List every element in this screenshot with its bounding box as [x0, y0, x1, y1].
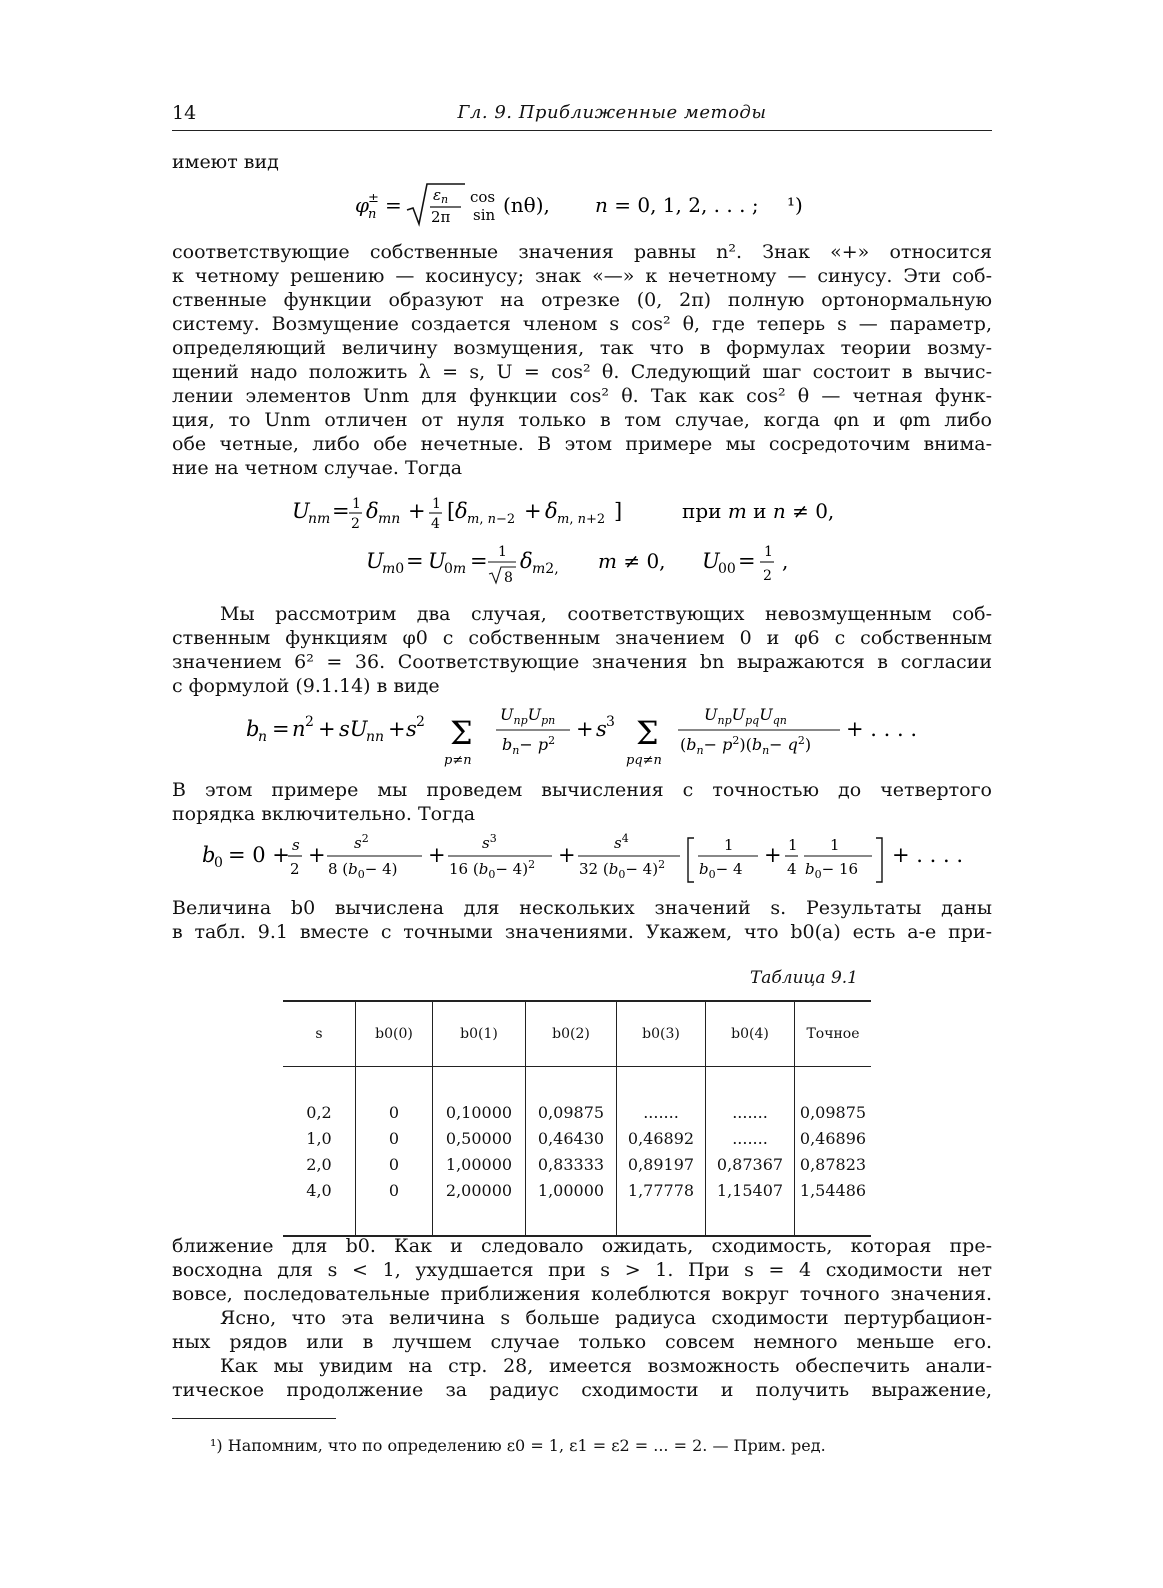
text-line: ных рядов или в лучшем случае только совсем немного меньше его. [172, 1331, 992, 1353]
paragraph-continuation [172, 1354, 992, 1402]
table-cell: ....... [706, 1125, 795, 1151]
svg-text:2: 2 [763, 568, 772, 584]
table-cell: 0,46430 [526, 1125, 617, 1151]
svg-text:U: U [428, 549, 446, 573]
table-cell: ....... [706, 1099, 795, 1125]
svg-text:= 0 +: = 0 + [228, 843, 290, 867]
svg-text:1: 1 [498, 544, 507, 560]
svg-text:+: + [318, 717, 336, 741]
svg-text:n: n [292, 717, 306, 741]
svg-text:m, n+2: m, n+2 [557, 512, 606, 527]
paragraph-convergence [172, 1234, 992, 1306]
paragraph-b0-results [172, 896, 992, 944]
svg-text:+: + [764, 843, 782, 867]
text-line: с формулой (9.1.14) в виде [172, 675, 440, 697]
svg-text:φ: φ [355, 193, 370, 217]
table-cell: 0,87823 [795, 1151, 872, 1177]
paragraph-eigenvalues [172, 240, 992, 480]
svg-text:m ≠ 0,: m ≠ 0, [598, 549, 666, 573]
table-cell: 0,83333 [526, 1151, 617, 1177]
table-cell: ....... [617, 1099, 706, 1125]
svg-text:+: + [524, 499, 542, 523]
table-cell: 0 [356, 1177, 433, 1203]
svg-text:nn: nn [366, 729, 385, 745]
svg-text:n: n [441, 193, 449, 206]
text-line: лении элементов Unm для функции cos² θ. Так как cos² θ — четная функ- [172, 385, 992, 407]
svg-text:(nθ),: (nθ), [503, 193, 550, 217]
page-number: 14 [172, 102, 197, 124]
formula-eigenfunctions-graphic [355, 178, 825, 228]
svg-text:+: + [388, 717, 406, 741]
svg-text:m0: m0 [382, 561, 405, 577]
svg-text:U: U [366, 549, 384, 573]
svg-text:±: ± [368, 191, 379, 206]
svg-text:sU: sU [339, 717, 368, 741]
table-cell: 0,89197 [617, 1151, 706, 1177]
formula-eigenfunctions [355, 178, 825, 233]
svg-text:32 (b0− 4)2: 32 $(b_0- 4)^2$ [579, 858, 666, 881]
column-header: b0(1) [433, 1002, 526, 1067]
text-line: значением 6² = 36. Соответствующие значения bn выражаются в согласии [172, 651, 992, 673]
svg-text:s4: $s^4$ [614, 832, 629, 852]
text-line: Ясно, что эта величина s больше радиуса сходимости пертурбацион- [220, 1307, 992, 1329]
svg-text:m2,: m2, [532, 561, 559, 577]
svg-text:s: s [406, 717, 417, 741]
svg-text:1: 1 [764, 544, 773, 560]
table-row [283, 1099, 871, 1125]
text-line: тическое продолжение за радиус сходимости и получить выражение, [172, 1379, 992, 1401]
text-line: Мы рассмотрим два случая, соответствующих невозмущенным соб- [220, 603, 992, 625]
text-line: определяющий величину возмущения, так что в формулах теории возму- [172, 337, 992, 359]
svg-text:bn− p2: $b_n- p^2$ [502, 734, 556, 757]
svg-text:p≠n: p≠n [444, 753, 472, 768]
svg-text:Σ: Σ [636, 714, 659, 752]
svg-text:]: ] [614, 499, 623, 523]
svg-text:2π: 2π [431, 208, 451, 226]
table-row [283, 1125, 871, 1151]
svg-text:4: 4 [431, 516, 440, 532]
text-line: вовсе, последовательные приближения колеблются вокруг точного значения. [172, 1283, 992, 1305]
table-cell: 0,87367 [706, 1151, 795, 1177]
svg-text:U: U [292, 499, 310, 523]
text-line: ственные функции образуют на отрезке (0, 2π) полную ортонормальную [172, 289, 992, 311]
paragraph-radius [172, 1306, 992, 1354]
text-line: Величина b0 вычислена для нескольких значений s. Результаты даны [172, 897, 992, 919]
column-header: b0(4) [706, 1002, 795, 1067]
table-cell: 0,10000 [433, 1099, 526, 1125]
svg-text:2: 2 [305, 714, 314, 730]
column-header: s [283, 1002, 356, 1067]
table-cell: 0,46896 [795, 1125, 872, 1151]
paragraph-intro [172, 150, 992, 174]
svg-text:n: n [368, 207, 377, 222]
svg-text:1: 1 [788, 836, 798, 854]
formula-unm [292, 490, 872, 543]
text-line: В этом примере мы проведем вычисления с точностью до четвертого [172, 779, 992, 801]
table-cell: 0,2 [306, 1102, 332, 1122]
svg-text:4: 4 [787, 860, 797, 878]
results-table [283, 1000, 871, 1237]
footnote-rule [172, 1418, 336, 1419]
svg-text:8: 8 [504, 570, 513, 586]
svg-text:2: 2 [290, 860, 300, 878]
svg-text:3: 3 [606, 714, 615, 730]
svg-text:=: = [470, 549, 488, 573]
svg-text:=: = [385, 193, 402, 217]
table-cell: 0,09875 [526, 1099, 617, 1125]
text-line: ближение для b0. Как и следовало ожидать, сходимость, которая пре- [172, 1235, 992, 1257]
svg-text:s: s [596, 717, 607, 741]
text-line: систему. Возмущение создается членом s cos² θ, где теперь s — параметр, [172, 313, 992, 335]
svg-text:δ: δ [545, 499, 558, 523]
svg-text:1: 1 [724, 836, 734, 854]
text-line: восходна для s < 1, ухудшается при s > 1. При s = 4 сходимости нет [172, 1259, 992, 1281]
formula-um0-graphic [366, 538, 816, 588]
formula-unm-graphic [292, 490, 872, 538]
paragraph-two-cases [172, 602, 992, 698]
text-line: Как мы увидим на стр. 28, имеется возможность обеспечить анали- [220, 1355, 992, 1377]
svg-text:b0− 4: $b_0- 4$ [699, 860, 743, 881]
table-caption: Таблица 9.1 [749, 968, 858, 988]
table-header-row [283, 1002, 871, 1067]
svg-text:+: + [428, 843, 446, 867]
svg-text:s2: $s^2$ [354, 832, 369, 852]
svg-text:nm: nm [308, 511, 331, 527]
text-line: обе четные, либо обе нечетные. В этом примере мы сосредоточим внима- [172, 433, 992, 455]
svg-text:2: 2 [416, 714, 425, 730]
text-line: ственным функциям φ0 с собственным значением 0 и φ6 с собственным [172, 627, 992, 649]
text-line: соответствующие собственные значения равны n². Знак «+» относится [172, 241, 992, 263]
table-cell: 1,15407 [706, 1177, 795, 1203]
svg-text:(bn− p2)(bn− q2): $(b_n- p^2)(b_n- q^2)$ [680, 734, 812, 757]
table-cell: 0 [356, 1099, 433, 1125]
text-line: ция, то Unm отличен от нуля только в том случае, когда φn и φm либо [172, 409, 992, 431]
svg-text:¹): ¹) [787, 193, 803, 217]
text-line: ние на четном случае. Тогда [172, 457, 463, 479]
table-cell: 0,50000 [433, 1125, 526, 1151]
svg-text:Σ: Σ [450, 714, 473, 752]
svg-text:+: + [558, 843, 576, 867]
formula-b0-series-graphic [202, 830, 982, 890]
svg-text:8 (b0− 4): 8 $(b_0- 4)$ [328, 860, 398, 881]
table-cell: 0,09875 [795, 1099, 872, 1125]
table-cell: 1,00000 [526, 1177, 617, 1203]
svg-text:m, n−2: m, n−2 [467, 512, 516, 527]
svg-text:n: n [258, 729, 268, 745]
svg-text:2: 2 [351, 516, 360, 532]
formula-bn-series [246, 700, 946, 777]
svg-text:0m: 0m [444, 561, 467, 577]
svg-text:+ . . . .: + . . . . [846, 717, 917, 741]
svg-text:при m и n ≠ 0,: при m и n ≠ 0, [682, 499, 835, 523]
svg-text:n = 0, 1, 2, . . . ;: n = 0, 1, 2, . . . ; [595, 193, 759, 217]
table-cell: 0,46892 [617, 1125, 706, 1151]
table-cell: 4,0 [306, 1180, 332, 1200]
svg-text:+ . . . .: + . . . . [892, 843, 963, 867]
svg-text:b0− 16: $b_0- 16$ [805, 860, 859, 881]
text-line: порядка включительно. Тогда [172, 803, 476, 825]
svg-text:[: [ [447, 499, 456, 523]
svg-text:pq≠n: pq≠n [626, 753, 662, 768]
svg-text:s3: $s^3$ [482, 832, 497, 852]
svg-text:+: + [308, 843, 326, 867]
svg-text:=: = [406, 549, 424, 573]
svg-text:b: b [202, 843, 216, 867]
formula-b0-series [202, 830, 982, 895]
table-cell: 0 [356, 1151, 433, 1177]
footnote: ¹) Напомним, что по определению ε0 = 1, ε1 = ε2 = ... = 2. — Прим. ред. [210, 1436, 826, 1455]
column-header: Точное [795, 1002, 872, 1067]
svg-text:UnpUpn: $U_{np}U_{pn}$ [500, 705, 556, 727]
svg-text:1: 1 [352, 496, 361, 512]
column-header: b0(0) [356, 1002, 433, 1067]
svg-text:cos: cos [470, 188, 496, 206]
svg-text:δ: δ [455, 499, 468, 523]
svg-text:,: , [782, 549, 789, 573]
svg-text:sin: sin [473, 206, 496, 224]
svg-text:00: 00 [718, 561, 736, 577]
intro-text: имеют вид [172, 151, 279, 173]
svg-text:1: 1 [830, 836, 840, 854]
svg-text:=: = [332, 499, 350, 523]
text-line: в табл. 9.1 вместе с точными значениями. Укажем, что b0(a) есть a-е при- [172, 921, 992, 943]
paragraph-fourth-order [172, 778, 992, 826]
table-cell: 2,0 [306, 1154, 332, 1174]
svg-text:δ: δ [520, 549, 533, 573]
running-title: Гл. 9. Приближенные методы [457, 102, 767, 123]
svg-text:=: = [738, 549, 756, 573]
svg-text:s: s [292, 836, 300, 854]
svg-text:mn: mn [378, 511, 401, 527]
svg-text:δ: δ [366, 499, 379, 523]
svg-text:+: + [408, 499, 426, 523]
formula-um0 [366, 538, 816, 593]
table-cell: 1,77778 [617, 1177, 706, 1203]
column-header: b0(3) [617, 1002, 706, 1067]
text-line: щений надо положить λ = s, U = cos² θ. Следующий шаг состоит в вычис- [172, 361, 992, 383]
svg-text:1: 1 [432, 496, 441, 512]
svg-text:+: + [576, 717, 594, 741]
table-row [283, 1177, 871, 1203]
running-header [172, 100, 992, 131]
svg-text:=: = [272, 717, 290, 741]
text-line: к четному решению — косинусу; знак «—» к нечетному — синусу. Эти соб- [172, 265, 992, 287]
column-header: b0(2) [526, 1002, 617, 1067]
svg-text:UnpUpqUqn: $U_{np}U_{pq}U_{qn}$ [704, 705, 787, 727]
svg-text:ε: ε [433, 186, 442, 204]
table-cell: 1,00000 [433, 1151, 526, 1177]
table-cell: 2,00000 [433, 1177, 526, 1203]
svg-text:b: b [246, 717, 260, 741]
table-cell: 1,54486 [795, 1177, 872, 1203]
table-row [283, 1151, 871, 1177]
table-cell: 0 [356, 1125, 433, 1151]
svg-text:16 (b0− 4)2: 16 $(b_0- 4)^2$ [449, 858, 536, 881]
table-cell: 1,0 [306, 1128, 332, 1148]
svg-text:U: U [702, 549, 720, 573]
formula-bn-series-graphic [246, 700, 946, 772]
svg-text:0: 0 [214, 855, 223, 871]
